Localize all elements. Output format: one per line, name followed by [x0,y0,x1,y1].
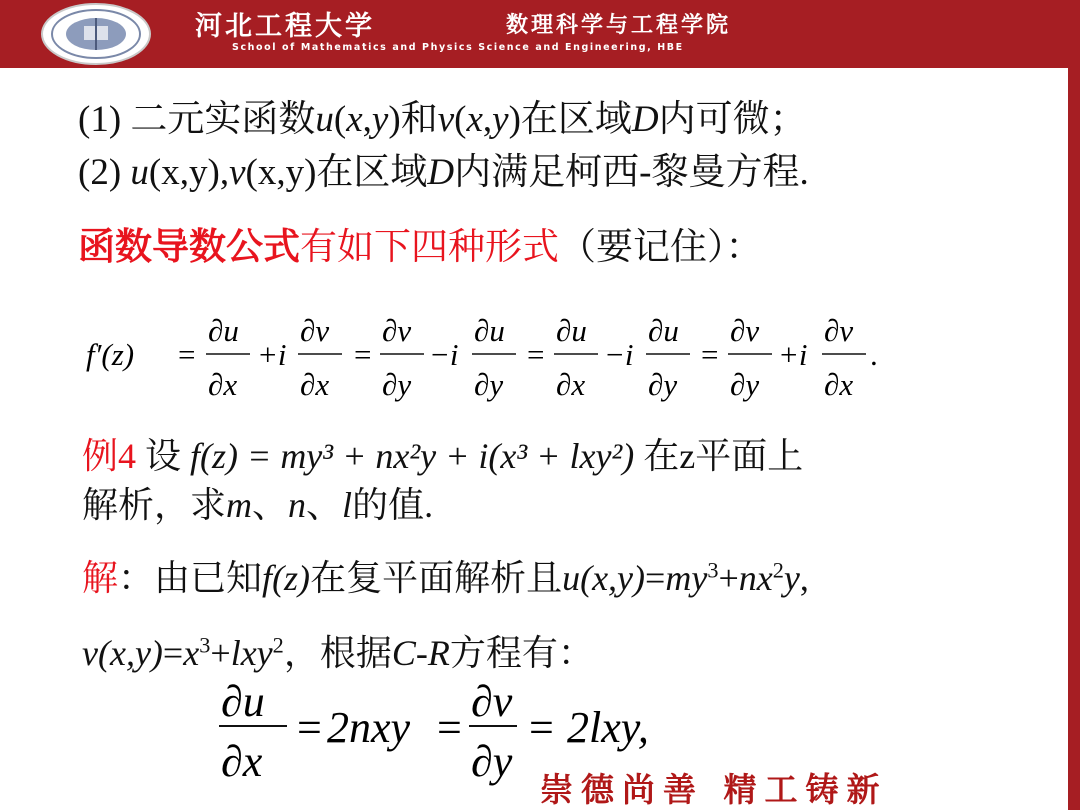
partial-num: ∂u [648,313,679,348]
equals: = [297,703,322,752]
example-tail: 在z平面上 [634,436,804,476]
school-english-name: School of Mathematics and Physics Science and Engineering, HBE [232,42,684,53]
var-l: l [342,485,353,525]
var-u: u [562,558,581,598]
heading-note: （要记住）： [559,227,763,268]
partial-den: ∂y [474,367,504,402]
comma: , [799,558,809,598]
var-y: y [492,99,509,140]
partial-num: ∂u [556,313,587,348]
imag-op: −i [429,337,459,372]
var-u: u [130,152,149,193]
solution-text: ，根据 [283,633,392,673]
partial-den: ∂y [471,737,513,786]
partial-num: ∂v [824,313,854,348]
partial-num: ∂u [474,313,505,348]
var-z: (z) [272,558,311,598]
partial-num: ∂v [730,313,760,348]
var-x: x [183,633,200,673]
equals: = [529,703,554,752]
example-question: 解析，求 [82,485,227,525]
right-side-bar [1068,68,1080,810]
partial-den: ∂x [221,737,263,786]
paren: ) [388,99,401,140]
colon: ： [118,558,155,598]
solution-text: 在复平面解析且 [310,558,563,598]
var-v: v [437,99,455,140]
example-expression: f(z) = my³ + nx²y + i(x³ + lxy²) [190,436,635,476]
exponent: 3 [199,632,211,658]
var-D: D [427,152,455,193]
solution-line-2 [82,632,594,673]
var-v: v [82,633,98,673]
heading-red: 函数导数公式 [78,227,300,268]
condition-2 [78,154,809,191]
university-name: 河北工程大学 [195,11,375,42]
formula-eq: = [701,337,719,372]
solution-text: 由已知 [154,558,263,598]
cr-rhs: 2lxy, [567,703,649,752]
var-y: y [371,99,389,140]
derivative-formula [84,305,904,405]
condition-2-mid: 在区域 [316,152,428,193]
word-and: 和 [400,99,438,140]
var-f: f [262,558,273,598]
var-v: v [229,152,246,193]
formula-eq: = [354,337,372,372]
args-xy: (x,y) [245,152,317,193]
equals: = [437,703,462,752]
condition-2-suffix: 内满足柯西-黎曼方程. [454,152,809,193]
partial-den: ∂x [824,367,854,402]
exponent: 2 [772,557,784,583]
partial-den: ∂y [382,367,412,402]
equals: = [645,558,666,598]
args-xy: (x,y) [97,633,163,673]
partial-den: ∂y [648,367,678,402]
example-line-2 [82,487,433,523]
exponent: 3 [707,557,719,583]
partial-num: ∂v [300,313,330,348]
imag-op: +i [257,337,287,372]
separator: 、 [252,485,289,525]
header-banner [0,0,1080,68]
university-seal-logo [40,2,152,66]
partial-den: ∂x [300,367,330,402]
term-nx: nx [738,558,773,598]
var-n: n [288,485,307,525]
partial-den: ∂y [730,367,760,402]
example-question-end: 的值. [352,485,434,525]
school-name: 数理科学与工程学院 [506,13,732,38]
plus: + [718,558,739,598]
term-lxy: lxy [230,633,273,673]
partial-num: ∂v [471,677,513,726]
condition-1-suffix: 内可微； [658,99,807,140]
equals: = [162,633,184,673]
comma: , [219,152,230,193]
condition-1 [78,101,807,138]
var-x: x [346,99,363,140]
heading-main: 有如下四种形式 [300,227,559,268]
formula-eq: = [527,337,545,372]
example-set: 设 [136,436,191,476]
condition-1-prefix: (1) 二元实函数 [78,99,316,140]
paren: ( [454,99,467,140]
derivative-heading [78,229,763,266]
partial-den: ∂x [208,367,238,402]
partial-num: ∂u [221,677,265,726]
args-xy: (x,y) [148,152,220,193]
partial-num: ∂v [382,313,412,348]
imag-op: −i [604,337,634,372]
solution-label: 解 [82,558,119,598]
university-motto: 崇德尚善 精工铸新 [540,770,888,809]
separator: 、 [306,485,343,525]
var-D: D [631,99,659,140]
exponent: 2 [272,632,284,658]
cauchy-riemann: C-R [391,633,450,673]
formula-eq: = [178,337,196,372]
example-label: 例4 [82,436,137,476]
solution-line-1 [82,557,809,598]
partial-den: ∂x [556,367,586,402]
comma: , [362,99,372,140]
condition-1-mid: 在区域 [520,99,632,140]
paren: ) [508,99,521,140]
formula-lhs: f′(z) [86,337,135,372]
var-u: u [315,99,334,140]
comma: , [482,99,493,140]
cr-middle: 2nxy [327,703,411,752]
paren: ( [333,99,347,140]
partial-num: ∂u [208,313,239,348]
condition-2-prefix: (2) [78,152,131,193]
var-x: x [466,99,483,140]
var-y: y [783,558,800,598]
plus: + [210,633,231,673]
formula-end: . [870,337,878,372]
example-line-1 [82,438,803,474]
args-xy: (x,y) [580,558,646,598]
solution-text: 方程有： [449,633,594,673]
term-my: my [665,558,708,598]
imag-op: +i [778,337,808,372]
var-m: m [226,485,253,525]
